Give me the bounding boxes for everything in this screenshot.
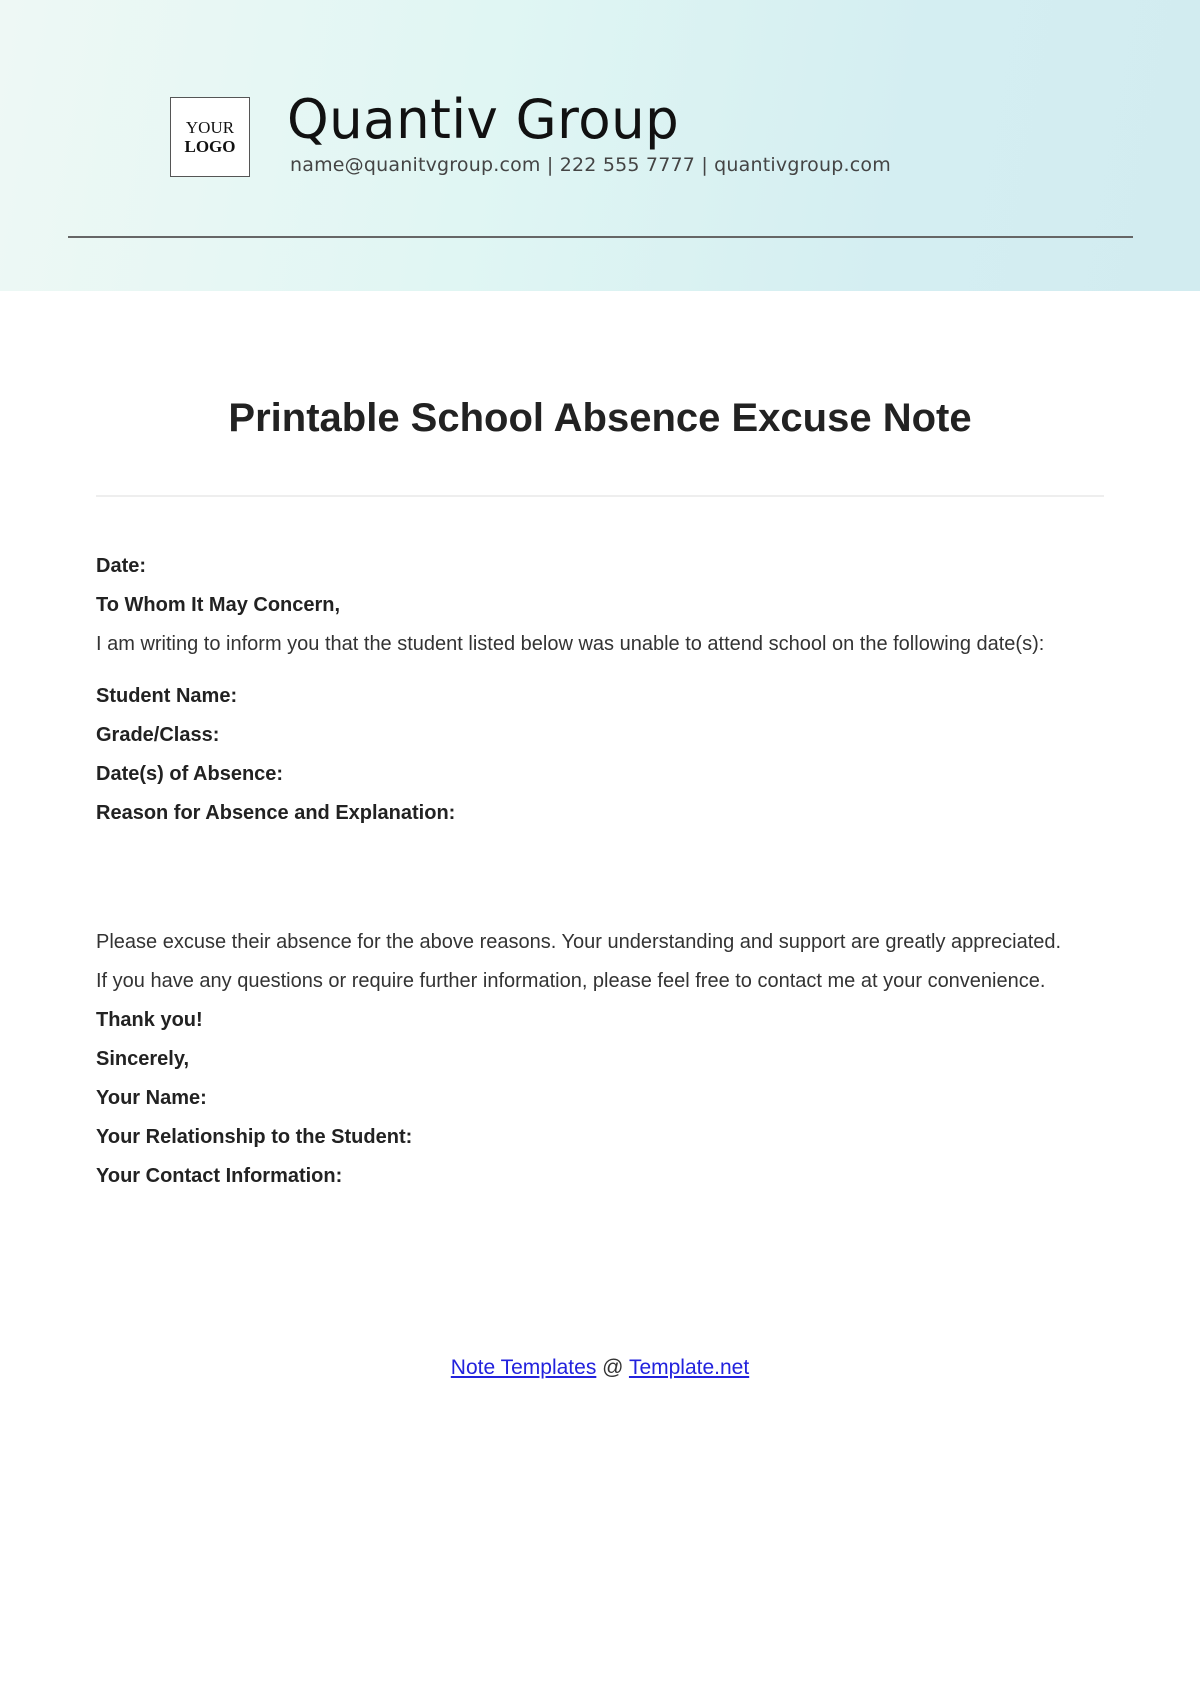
excuse-paragraph: Please excuse their absence for the above reasons. Your understanding and support are greatly appreciated. [96, 931, 1062, 953]
logo-placeholder [170, 97, 250, 177]
header-divider [68, 236, 1133, 238]
logo-text-line2: LOGO [184, 137, 236, 156]
at-separator: @ [596, 1356, 629, 1379]
contact-info-label: Your Contact Information: [96, 1165, 343, 1187]
note-templates-link[interactable]: Note Templates [450, 1356, 597, 1379]
intro-paragraph: I am writing to inform you that the student listed below was unable to attend school on the following date(s): [96, 633, 1045, 655]
reason-label: Reason for Absence and Explanation: [96, 802, 456, 824]
title-divider [96, 495, 1104, 497]
company-contact: name@quanitvgroup.com | 222 555 7777 | quantivgroup.com [290, 154, 891, 176]
template-net-link[interactable]: Template.net [628, 1356, 750, 1379]
letterhead [0, 0, 1200, 291]
relationship-label: Your Relationship to the Student: [96, 1126, 413, 1148]
your-name-label: Your Name: [96, 1087, 207, 1109]
note-body [96, 547, 1098, 1196]
sincerely: Sincerely, [96, 1048, 190, 1070]
questions-paragraph: If you have any questions or require further information, please feel free to contact me at your convenience. [96, 970, 1046, 992]
footer-credit [0, 1356, 1200, 1380]
thanks: Thank you! [96, 1009, 203, 1031]
company-name: Quantiv Group [287, 88, 680, 151]
logo-text-line1: YOUR [185, 118, 235, 137]
dates-label: Date(s) of Absence: [96, 763, 284, 785]
greeting: To Whom It May Concern, [96, 594, 341, 616]
grade-label: Grade/Class: [96, 724, 220, 746]
student-name-label: Student Name: [96, 685, 238, 707]
date-label: Date: [96, 555, 147, 577]
document-title: Printable School Absence Excuse Note [228, 396, 972, 440]
